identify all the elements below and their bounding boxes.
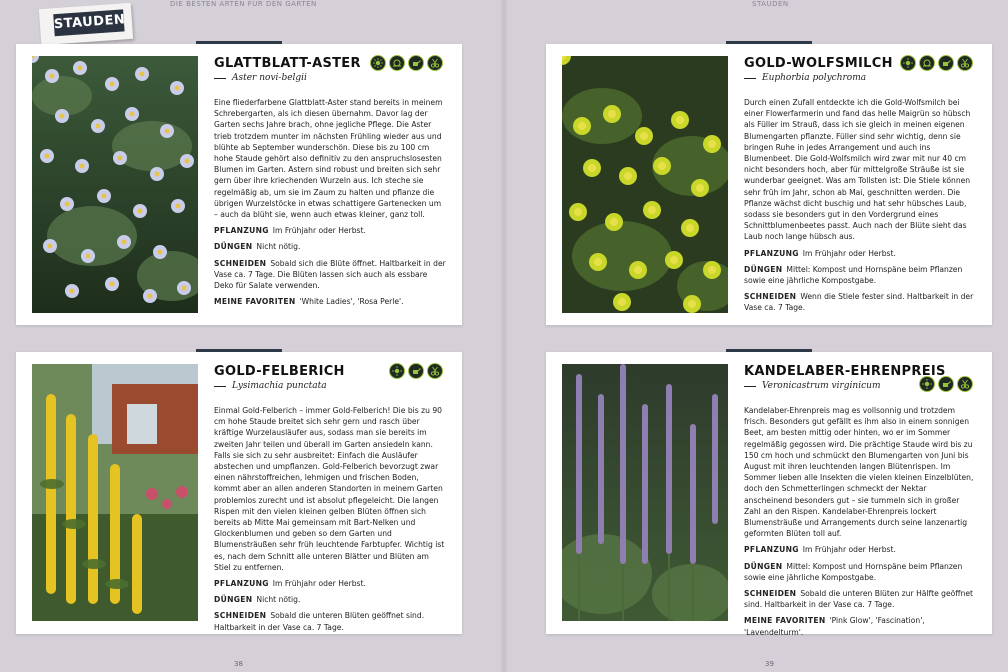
plant-text-euphorbia xyxy=(744,56,976,314)
detail-pflanzung xyxy=(214,225,446,236)
detail-schneiden xyxy=(744,588,976,610)
detail-text: Nicht nötig. xyxy=(256,242,301,252)
plant-text-veronicastrum xyxy=(744,364,976,638)
plant-description: Eine fliederfarbene Glattblatt-Aster stand bereits in meinem Schrebergarten, als ich diesen übernahm. Davor lag der Garten sechs Jahre brach, ohne jegliche Pflege. Die Aster trieb trotzdem munter im nächsten Frühling wieder aus und blühte ab September wunderschön. Diese bis zu 100 cm hohe Staude gehört also definitiv zu den anspruchslosesten Blumen im Garten. Astern sind robust und breiten sich sehr gern über ihre kriechenden Wurzeln aus. Ich steche sie regelmäßig ab, um sie im Zaum zu halten und pflanze die übrigen Wurzelstöcke in etwas schattigere Gartenecken um – auch da blüht sie, wenn auch etwas kleiner, ganz toll. xyxy=(214,98,443,220)
plant-latin-name xyxy=(214,73,446,83)
running-head-right: STAUDEN xyxy=(752,0,789,8)
detail-pflanzung xyxy=(744,544,976,555)
detail-text: Mittel: Kompost und Hornspäne beim Pflanzen sowie eine jährliche Kompostgabe. xyxy=(744,264,963,286)
plant-card-veronicastrum xyxy=(546,352,992,637)
detail-favoriten xyxy=(744,615,976,637)
detail-schneiden xyxy=(214,258,446,292)
card-tab xyxy=(196,41,282,44)
detail-text: Nicht nötig. xyxy=(256,595,301,605)
detail-pflanzung xyxy=(744,248,976,259)
detail-text: Sobald sich die Blüte öffnet. Haltbarkeit in der Vase ca. 7 Tage. Die Blüten lassen sich auch als essbare Deko für Salate verwenden. xyxy=(214,258,446,291)
detail-duengen xyxy=(214,241,446,252)
plant-photo-aster xyxy=(32,56,198,313)
detail-label: DÜNGEN xyxy=(744,264,783,274)
detail-label: DÜNGEN xyxy=(744,561,783,571)
detail-text: Wenn die Stiele fester sind. Haltbarkeit in der Vase ca. 7 Tage. xyxy=(744,292,974,313)
detail-label: SCHNEIDEN xyxy=(214,611,267,621)
section-label-card xyxy=(39,3,133,45)
detail-label: PFLANZUNG xyxy=(744,545,799,555)
card-tab xyxy=(196,349,282,352)
detail-text: 'Pink Glow', 'Fascination', 'Lavendelturm'. xyxy=(744,616,925,637)
detail-text: Im Frühjahr oder Herbst. xyxy=(802,545,896,555)
plant-photo-veronicastrum xyxy=(562,364,728,621)
page-number-left: 38 xyxy=(234,660,243,668)
detail-label: PFLANZUNG xyxy=(214,226,269,236)
detail-text: Mittel: Kompost und Hornspäne beim Pflanzen sowie eine jährliche Kompostgabe. xyxy=(744,561,963,582)
latin-text: Lysimachia punctata xyxy=(232,381,327,391)
plant-photo-lysimachia xyxy=(32,364,198,621)
plant-text-aster xyxy=(214,56,446,307)
detail-text: 'White Ladies', 'Rosa Perle'. xyxy=(299,297,404,307)
plant-card-lysimachia xyxy=(16,352,462,634)
plant-description: Einmal Gold-Felberich – immer Gold-Felberich! Die bis zu 90 cm hohe Staude breitet sich sehr gern und rasch über kräftige Wurzelausläufer aus, sodass man sie bereits im zweiten Jahr teilen und überall im Garten ansiedeln kann. Falls sie sich zu sehr ausbreitet: Einfach die Ausläufer abstechen und umpflanzen. Gold-Felberich bevorzugt zwar einen nährstoffreichen, lehmigen und frischen Boden, kommt aber an allen anderen Standorten in meinem Garten problemlos zurecht und ist absolut pflegeleicht. Die langen Rispen mit den vielen kleinen gelben Blüten öffnen sich bereits ab Mitte Mai gemeinsam mit Bart-Nelken und Glockenblumen und geben so dem Garten und Blumensträußen sehr früh leuchtende Farbtupfer. Wichtig ist es, nach dem Schnitt alle unteren Blätter und Blüten am Stiel zu entfernen. xyxy=(214,406,445,572)
plant-title: GOLD-WOLFSMILCH xyxy=(744,56,893,71)
detail-duengen xyxy=(214,594,446,605)
section-label: STAUDEN xyxy=(53,9,124,36)
plant-latin-name xyxy=(744,73,976,83)
page-number-right: 39 xyxy=(765,660,774,668)
detail-label: DÜNGEN xyxy=(214,242,253,252)
latin-text: Aster novi-belgii xyxy=(232,73,307,83)
plant-title: GLATTBLATT-ASTER xyxy=(214,56,361,71)
detail-text: Sobald die unteren Blüten geöffnet sind. Haltbarkeit in der Vase ca. 7 Tage. xyxy=(214,611,425,632)
detail-duengen xyxy=(744,264,976,286)
detail-label: MEINE FAVORITEN xyxy=(744,616,826,626)
detail-text: Im Frühjahr oder Herbst. xyxy=(272,579,366,589)
card-tab xyxy=(726,41,812,44)
detail-label: SCHNEIDEN xyxy=(744,292,797,302)
detail-schneiden xyxy=(214,610,446,632)
latin-text: Veronicastrum virginicum xyxy=(762,381,881,391)
book-gutter xyxy=(500,0,508,672)
detail-label: DÜNGEN xyxy=(214,595,253,605)
plant-description: Durch einen Zufall entdeckte ich die Gold-Wolfsmilch bei einer Flowerfarmerin und fand das helle Maigrün so hübsch als Füller im Strauß, dass ich sie gleich in meinen eigenen Blumengarten pflanzte. Füller sind sehr wichtig, denn sie bringen Ruhe in jedes Arrangement und auch ins Blumenbeet. Die Gold-Wolfsmilch wird zwar mit nur 40 cm nicht besonders hoch, aber für mittelgroße Sträuße ist sie wunderbar geeignet. Was am Tollsten ist: Die Stiele können sehr früh im Jahr, schon ab Mai, geschnitten werden. Die Pflanze wächst dicht buschig und hat sehr hübsches Laub, sodass sie besonders gut in den Vordergrund eines Schnittblumenbeetes passt. Auch nach der Blüte sieht das Laub noch lange hübsch aus. xyxy=(744,98,971,242)
plant-text-lysimachia xyxy=(214,364,446,633)
plant-description: Kandelaber-Ehrenpreis mag es vollsonnig und trotzdem frisch. Besonders gut gefällt es ihm also in einem sonnigen Beet, am besten mittig oder hinten, wo er im Sommer regelmäßig gegossen wird. Die prächtige Staude wird bis zu 150 cm hoch und schmückt den Blumengarten von Juni bis August mit ihren leuchtenden langen Blütenrispen. Im Sommer lieben alle Insekten die vielen kleinen Einzelblüten, doch den Schmetterlingen schmeckt der Nektar anscheinend besonders gut – sie tummeln sich in großer Zahl an den Rispen. Kandelaber-Ehrenpreis lockert Blumensträuße und Arrangements durch seine lanzenartig geformten Blüten toll auf. xyxy=(744,406,974,539)
detail-favoriten xyxy=(214,296,446,307)
detail-label: PFLANZUNG xyxy=(744,248,799,258)
latin-text: Euphorbia polychroma xyxy=(762,73,867,83)
detail-text: Im Frühjahr oder Herbst. xyxy=(802,248,896,258)
plant-latin-name xyxy=(214,381,446,391)
detail-label: MEINE FAVORITEN xyxy=(214,297,296,307)
detail-schneiden xyxy=(744,291,976,313)
plant-title: KANDELABER-EHRENPREIS xyxy=(744,364,946,379)
detail-duengen xyxy=(744,561,976,583)
detail-text: Sobald die unteren Blüten zur Hälfte geöffnet sind. Haltbarkeit in der Vase ca. 7 Tage. xyxy=(744,589,973,610)
plant-latin-name xyxy=(744,381,976,391)
running-head-left: DIE BESTEN ARTEN FÜR DEN GARTEN xyxy=(170,0,317,8)
detail-label: PFLANZUNG xyxy=(214,579,269,589)
card-tab xyxy=(726,349,812,352)
detail-text: Im Frühjahr oder Herbst. xyxy=(272,226,366,236)
detail-label: SCHNEIDEN xyxy=(214,258,267,268)
plant-card-euphorbia xyxy=(546,44,992,325)
plant-title: GOLD-FELBERICH xyxy=(214,364,345,379)
plant-card-aster xyxy=(16,44,462,325)
plant-photo-euphorbia xyxy=(562,56,728,313)
detail-pflanzung xyxy=(214,578,446,589)
detail-label: SCHNEIDEN xyxy=(744,589,797,599)
